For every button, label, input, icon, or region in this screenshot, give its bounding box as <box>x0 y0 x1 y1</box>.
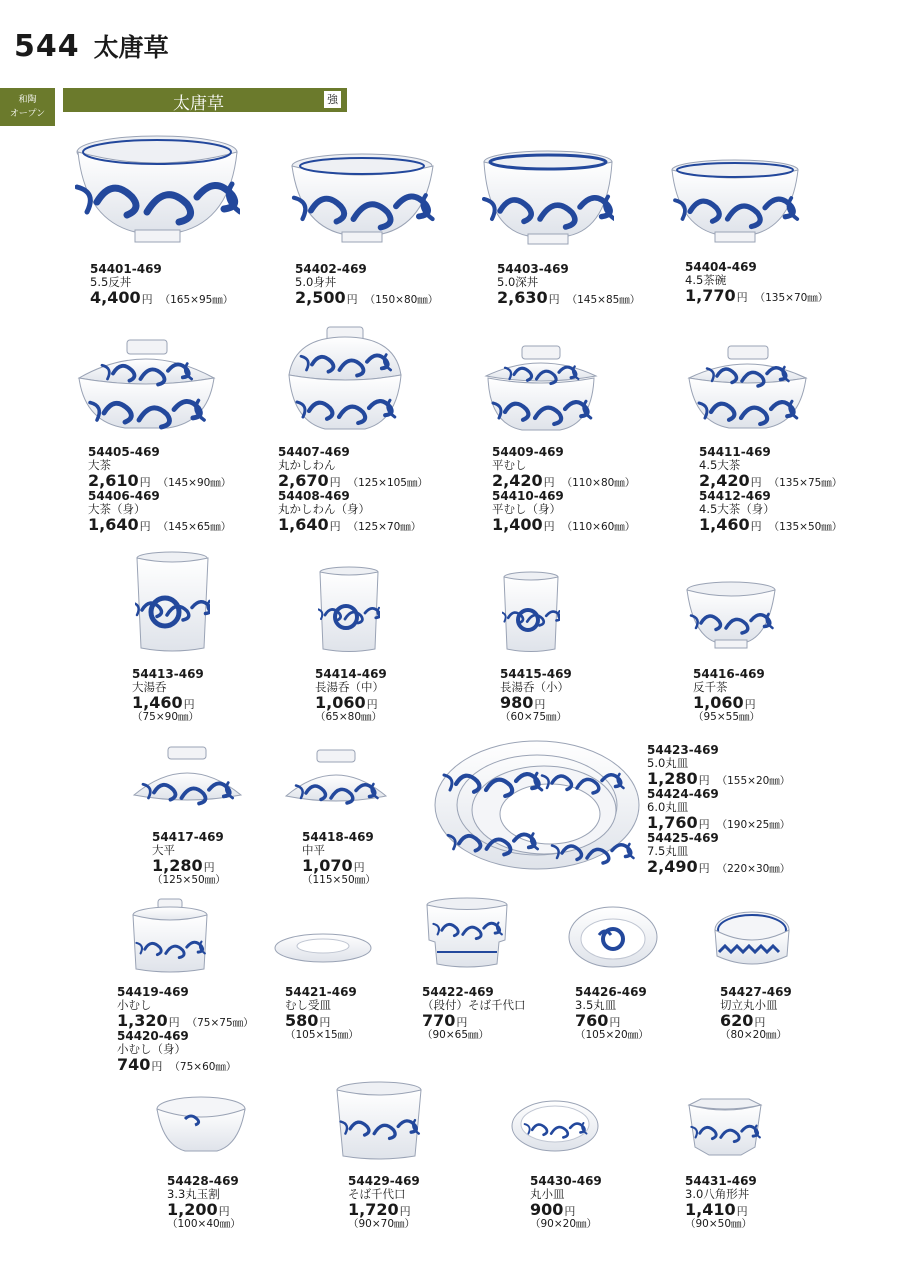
product-name: 5.0深丼 <box>497 275 539 289</box>
product-label: 54428-469 3.3丸玉割 1,200 円 （100×40㎜） <box>167 1174 241 1230</box>
product-size: （190×25㎜） <box>716 819 791 831</box>
product-code: 54421-469 <box>285 985 357 999</box>
product-label: 54430-469 丸小皿 900 円 （90×20㎜） <box>530 1174 602 1230</box>
strength-badge: 強 <box>324 91 341 108</box>
product-price: 4,400 <box>90 288 141 307</box>
product-code: 54402-469 <box>295 262 367 276</box>
product-image <box>685 344 810 436</box>
product-label: 54426-469 3.5丸皿 760 円 （105×20㎜） <box>575 985 649 1041</box>
product-name: 長湯呑（中） <box>315 680 384 694</box>
product-size: （90×65㎜） <box>422 1029 490 1041</box>
product-price: 760 <box>575 1011 609 1030</box>
product-size: （145×65㎜） <box>157 521 232 533</box>
series-title: 太唐草 <box>173 94 224 114</box>
product-code: 54417-469 <box>152 830 224 844</box>
product-name: 中平 <box>302 843 325 857</box>
product-code: 54422-469 <box>422 985 494 999</box>
product-name: 4.5大茶（身） <box>699 502 775 516</box>
product-code: 54429-469 <box>348 1174 420 1188</box>
product-size: （125×50㎜） <box>152 874 226 886</box>
product-price: 2,630 <box>497 288 548 307</box>
product-code: 54415-469 <box>500 667 572 681</box>
product-label: 54401-469 5.5反丼 4,400 円 （165×95㎜） <box>90 262 234 307</box>
product-code: 54431-469 <box>685 1174 757 1188</box>
product-size: （145×90㎜） <box>157 477 232 489</box>
product-image <box>282 748 390 815</box>
product-price: 1,280 <box>647 769 698 788</box>
product-label: 54407-469 丸かしわん 2,670 円 （125×105㎜） 54408-469 丸かしわん（身） 1,640 円 （125×70㎜） <box>278 445 428 534</box>
product-name: 5.5反丼 <box>90 275 132 289</box>
product-label: 54427-469 切立丸小皿 620 円 （80×20㎜） <box>720 985 792 1041</box>
product-size: （220×30㎜） <box>716 863 791 875</box>
product-name: 大茶（身） <box>88 502 146 516</box>
page-header <box>14 28 169 64</box>
product-image <box>685 1097 765 1159</box>
product-label: 54403-469 5.0深丼 2,630 円 （145×85㎜） <box>497 262 641 307</box>
product-price: 740 <box>117 1055 151 1074</box>
product-image <box>135 550 210 654</box>
product-price: 1,060 <box>693 693 744 712</box>
product-name: 丸小皿 <box>530 1187 565 1201</box>
product-code: 54419-469 <box>117 985 189 999</box>
product-name: むし受皿 <box>285 998 331 1012</box>
product-price: 1,400 <box>492 515 543 534</box>
product-code: 54426-469 <box>575 985 647 999</box>
product-size: （135×50㎜） <box>768 521 843 533</box>
product-name: 3.5丸皿 <box>575 998 617 1012</box>
product-label: 54418-469 中平 1,070 円 （115×50㎜） <box>302 830 376 886</box>
product-size: （165×95㎜） <box>159 294 234 306</box>
product-size: （125×70㎜） <box>347 521 422 533</box>
product-size: （125×105㎜） <box>347 477 428 489</box>
product-image <box>130 745 245 815</box>
product-price: 2,610 <box>88 471 139 490</box>
product-name: 大平 <box>152 843 175 857</box>
product-price: 1,640 <box>88 515 139 534</box>
product-code: 54430-469 <box>530 1174 602 1188</box>
product-image <box>75 338 218 436</box>
product-code: 54403-469 <box>497 262 569 276</box>
page-number: 544 <box>14 29 80 64</box>
product-code: 54404-469 <box>685 260 757 274</box>
product-label: 54402-469 5.0身丼 2,500 円 （150×80㎜） <box>295 262 439 307</box>
product-size: （150×80㎜） <box>364 294 439 306</box>
product-price: 770 <box>422 1011 456 1030</box>
product-price: 980 <box>500 693 534 712</box>
product-code: 54428-469 <box>167 1174 239 1188</box>
product-name: 大茶 <box>88 458 111 472</box>
product-image <box>432 738 642 873</box>
product-image <box>75 130 240 248</box>
product-price: 2,490 <box>647 857 698 876</box>
product-name: 平むし（身） <box>492 502 561 516</box>
product-size: （90×20㎜） <box>530 1218 598 1230</box>
category-tag-line2: オープン <box>9 109 46 119</box>
series-banner <box>63 88 347 112</box>
product-code: 54406-469 <box>88 489 160 503</box>
product-image <box>482 344 600 436</box>
product-image <box>685 580 777 654</box>
category-tag-line1: 和陶 <box>18 95 37 105</box>
product-label: 54417-469 大平 1,280 円 （125×50㎜） <box>152 830 226 886</box>
product-code: 54418-469 <box>302 830 374 844</box>
product-name: 小むし（身） <box>117 1042 186 1056</box>
product-size: （75×90㎜） <box>132 711 200 723</box>
product-price: 1,760 <box>647 813 698 832</box>
product-name: （段付）そば千代口 <box>422 998 526 1012</box>
product-code: 54407-469 <box>278 445 350 459</box>
product-image <box>285 325 405 436</box>
product-code: 54410-469 <box>492 489 564 503</box>
product-label: 54404-469 4.5茶碗 1,770 円 （135×70㎜） <box>685 260 829 305</box>
product-price: 1,280 <box>152 856 203 875</box>
product-code: 54411-469 <box>699 445 771 459</box>
product-name: 平むし <box>492 458 527 472</box>
product-name: 3.0八角形丼 <box>685 1187 750 1201</box>
product-size: （100×40㎜） <box>167 1218 241 1230</box>
product-size: （105×15㎜） <box>285 1029 359 1041</box>
product-label: 54423-469 5.0丸皿 1,280 円 （155×20㎜） 54424-469 6.0丸皿 1,760 円 （190×25㎜） 54425-469 7.5丸皿 2,490 円 （220×30㎜） <box>647 743 791 876</box>
product-name: 反千茶 <box>693 680 728 694</box>
product-label: 54415-469 長湯呑（小） 980 円 （60×75㎜） <box>500 667 572 723</box>
product-size: （75×60㎜） <box>169 1061 237 1073</box>
product-price: 1,410 <box>685 1200 736 1219</box>
product-code: 54416-469 <box>693 667 765 681</box>
product-label: 54405-469 大茶 2,610 円 （145×90㎜） 54406-469 大茶（身） 1,640 円 （145×65㎜） <box>88 445 232 534</box>
product-price: 1,200 <box>167 1200 218 1219</box>
product-name: 小むし <box>117 998 152 1012</box>
product-image <box>713 910 791 972</box>
product-price: 1,460 <box>132 693 183 712</box>
product-name: 切立丸小皿 <box>720 998 778 1012</box>
product-image <box>290 150 435 248</box>
product-code: 54414-469 <box>315 667 387 681</box>
product-label: 54431-469 3.0八角形丼 1,410 円 （90×50㎜） <box>685 1174 757 1230</box>
product-label: 54411-469 4.5大茶 2,420 円 （135×75㎜） 54412-469 4.5大茶（身） 1,460 円 （135×50㎜） <box>699 445 843 534</box>
product-name: 7.5丸皿 <box>647 844 689 858</box>
product-price: 1,770 <box>685 286 736 305</box>
product-price: 2,420 <box>699 471 750 490</box>
product-size: （110×60㎜） <box>561 521 636 533</box>
product-image <box>155 1095 247 1155</box>
product-code: 54420-469 <box>117 1029 189 1043</box>
product-price: 1,720 <box>348 1200 399 1219</box>
product-size: （145×85㎜） <box>566 294 641 306</box>
product-code: 54424-469 <box>647 787 719 801</box>
product-price: 900 <box>530 1200 564 1219</box>
product-label: 54422-469 （段付）そば千代口 770 円 （90×65㎜） <box>422 985 526 1041</box>
product-code: 54425-469 <box>647 831 719 845</box>
product-label: 54413-469 大湯呑 1,460 円 （75×90㎜） <box>132 667 204 723</box>
product-name: そば千代口 <box>348 1187 406 1201</box>
product-size: （75×75㎜） <box>186 1017 254 1029</box>
product-price: 1,070 <box>302 856 353 875</box>
product-size: （60×75㎜） <box>500 711 568 723</box>
product-price: 1,640 <box>278 515 329 534</box>
product-size: （105×20㎜） <box>575 1029 649 1041</box>
product-size: （90×70㎜） <box>348 1218 416 1230</box>
product-price: 2,420 <box>492 471 543 490</box>
product-price: 580 <box>285 1011 319 1030</box>
product-size: （80×20㎜） <box>720 1029 788 1041</box>
product-name: 丸かしわん（身） <box>278 502 370 516</box>
page-title: 太唐草 <box>93 33 169 62</box>
product-price: 620 <box>720 1011 754 1030</box>
product-name: 丸かしわん <box>278 458 336 472</box>
product-label: 54419-469 小むし 1,320 円 （75×75㎜） 54420-469 小むし（身） 740 円 （75×60㎜） <box>117 985 254 1074</box>
product-name: 大湯呑 <box>132 680 167 694</box>
product-size: （65×80㎜） <box>315 711 383 723</box>
product-image <box>567 905 659 970</box>
product-name: 5.0身丼 <box>295 275 337 289</box>
product-price: 1,320 <box>117 1011 168 1030</box>
product-size: （155×20㎜） <box>716 775 791 787</box>
product-size: （135×70㎜） <box>754 292 829 304</box>
product-price: 1,460 <box>699 515 750 534</box>
product-label: 54416-469 反千茶 1,060 円 （95×55㎜） <box>693 667 765 723</box>
product-image <box>425 896 510 970</box>
product-name: 6.0丸皿 <box>647 800 689 814</box>
product-name: 5.0丸皿 <box>647 756 689 770</box>
product-label: 54421-469 むし受皿 580 円 （105×15㎜） <box>285 985 359 1041</box>
product-size: （90×50㎜） <box>685 1218 753 1230</box>
product-image <box>318 565 380 654</box>
product-label: 54414-469 長湯呑（中） 1,060 円 （65×80㎜） <box>315 667 387 723</box>
product-label: 54429-469 そば千代口 1,720 円 （90×70㎜） <box>348 1174 420 1230</box>
product-image <box>273 930 373 970</box>
product-size: （110×80㎜） <box>561 477 636 489</box>
product-image <box>482 148 614 248</box>
product-code: 54413-469 <box>132 667 204 681</box>
product-code: 54412-469 <box>699 489 771 503</box>
product-code: 54408-469 <box>278 489 350 503</box>
product-image <box>510 1098 600 1158</box>
product-image <box>670 158 800 248</box>
product-size: （135×75㎜） <box>768 477 843 489</box>
product-image <box>130 897 210 975</box>
product-image <box>502 570 560 654</box>
product-price: 2,670 <box>278 471 329 490</box>
category-tag <box>0 88 55 126</box>
product-name: 4.5茶碗 <box>685 273 727 287</box>
product-code: 54427-469 <box>720 985 792 999</box>
product-label: 54409-469 平むし 2,420 円 （110×80㎜） 54410-469 平むし（身） 1,400 円 （110×60㎜） <box>492 445 636 534</box>
product-name: 3.3丸玉割 <box>167 1187 220 1201</box>
product-code: 54423-469 <box>647 743 719 757</box>
product-price: 1,060 <box>315 693 366 712</box>
product-code: 54409-469 <box>492 445 564 459</box>
product-size: （115×50㎜） <box>302 874 376 886</box>
product-code: 54401-469 <box>90 262 162 276</box>
product-size: （95×55㎜） <box>693 711 761 723</box>
product-price: 2,500 <box>295 288 346 307</box>
product-name: 4.5大茶 <box>699 458 741 472</box>
product-name: 長湯呑（小） <box>500 680 569 694</box>
product-image <box>335 1080 423 1162</box>
product-code: 54405-469 <box>88 445 160 459</box>
